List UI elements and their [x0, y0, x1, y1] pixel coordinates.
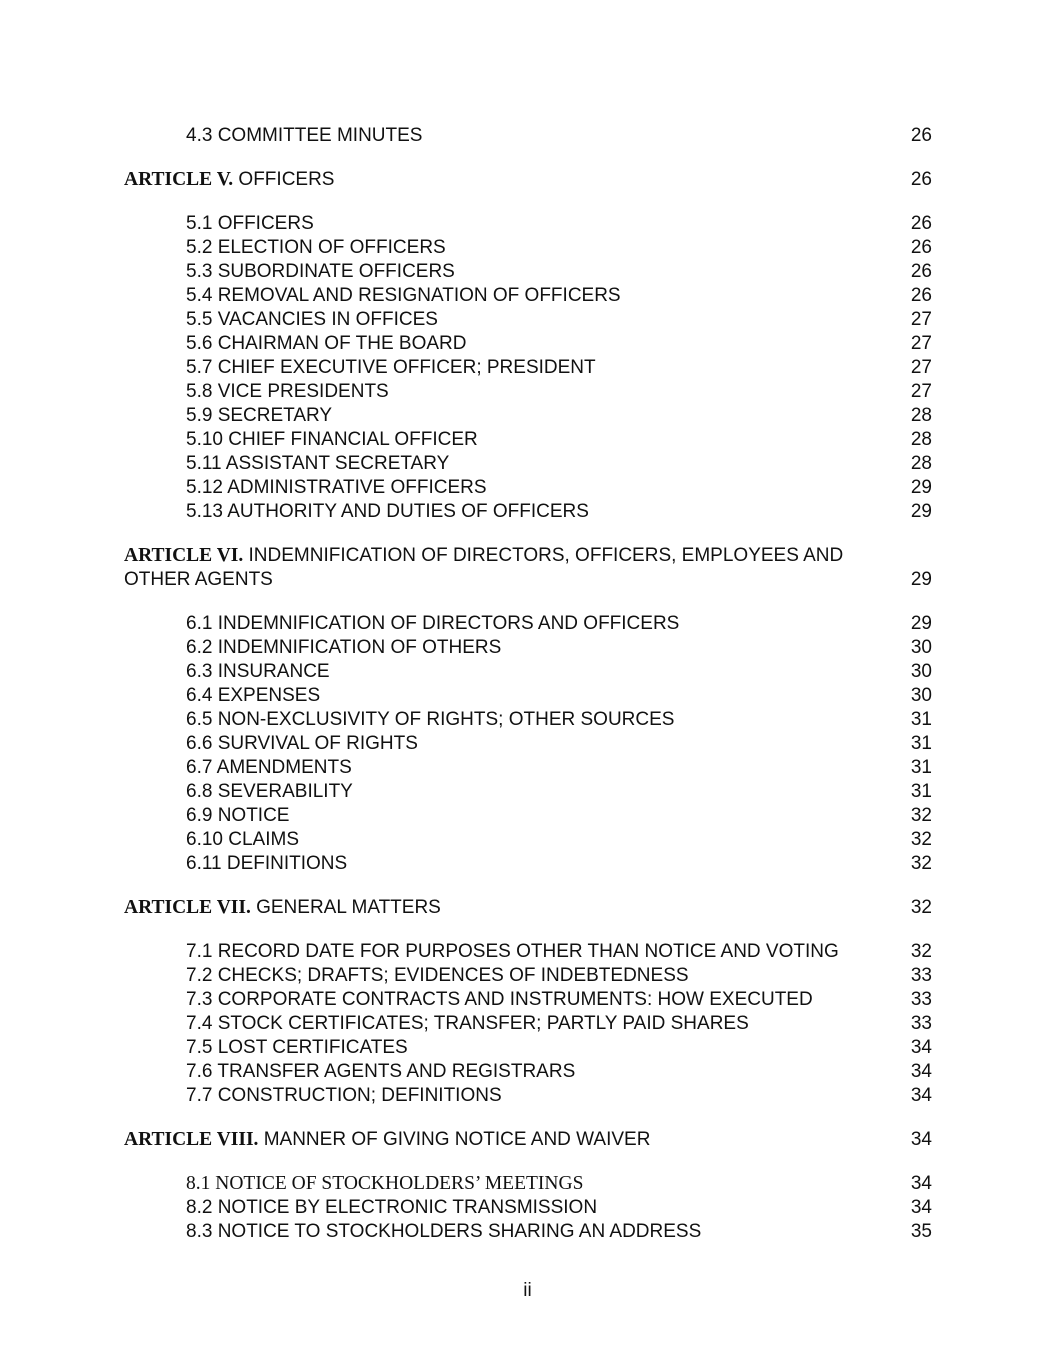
article-6-sections: [124, 612, 932, 876]
toc-entry[interactable]: [124, 500, 932, 524]
toc-entry-page: 32: [910, 853, 932, 874]
toc-entry-title: 8.1 NOTICE OF STOCKHOLDERS’ MEETINGS: [186, 1173, 584, 1194]
toc-entry[interactable]: [124, 732, 932, 756]
toc-entry[interactable]: [124, 684, 932, 708]
toc-entry-4-3[interactable]: [124, 124, 932, 148]
toc-entry-page: 27: [910, 309, 932, 330]
toc-entry-title: 6.10 CLAIMS: [186, 829, 299, 850]
toc-entry-title: 5.6 CHAIRMAN OF THE BOARD: [186, 333, 467, 354]
toc-entry[interactable]: [124, 708, 932, 732]
toc-entry[interactable]: [124, 964, 932, 988]
toc-entry-page: 34: [910, 1061, 932, 1082]
toc-entry[interactable]: [124, 332, 932, 356]
toc-entry-page: 26: [910, 213, 932, 234]
toc-entry-title: 6.5 NON-EXCLUSIVITY OF RIGHTS; OTHER SOURCES: [186, 709, 675, 730]
toc-entry-title: 7.2 CHECKS; DRAFTS; EVIDENCES OF INDEBTEDNESS: [186, 965, 689, 986]
toc-entry-page: 32: [910, 829, 932, 850]
toc-entry[interactable]: [124, 660, 932, 684]
toc-entry-page: 26: [910, 237, 932, 258]
toc-entry-title: 7.6 TRANSFER AGENTS AND REGISTRARS: [186, 1061, 576, 1082]
table-of-contents: [124, 124, 932, 1244]
toc-entry[interactable]: [124, 828, 932, 852]
toc-entry-page: 26: [910, 169, 932, 190]
toc-entry[interactable]: [124, 756, 932, 780]
toc-entry[interactable]: [124, 1196, 932, 1220]
toc-entry-page: 26: [910, 285, 932, 306]
toc-entry-page: 31: [910, 733, 932, 754]
toc-entry-page: 31: [910, 757, 932, 778]
toc-entry-title: 5.2 ELECTION OF OFFICERS: [186, 237, 446, 258]
article-title: OFFICERS: [238, 169, 335, 190]
toc-entry[interactable]: [124, 1060, 932, 1084]
toc-entry-title: 5.1 OFFICERS: [186, 213, 314, 234]
article-label: ARTICLE VIII.: [124, 1129, 259, 1150]
toc-entry-title: 8.2 NOTICE BY ELECTRONIC TRANSMISSION: [186, 1197, 598, 1218]
toc-entry-page: 26: [910, 125, 932, 146]
toc-entry-page: 32: [910, 941, 932, 962]
toc-entry-title: 5.4 REMOVAL AND RESIGNATION OF OFFICERS: [186, 285, 621, 306]
article-label: ARTICLE VII.: [124, 897, 251, 918]
toc-entry-title: 8.3 NOTICE TO STOCKHOLDERS SHARING AN ADDRESS: [186, 1221, 702, 1242]
toc-entry-page: 30: [910, 661, 932, 682]
toc-entry[interactable]: [124, 1084, 932, 1108]
toc-entry-page: 32: [910, 897, 932, 918]
toc-entry-page: 27: [910, 381, 932, 402]
toc-entry-title: 5.11 ASSISTANT SECRETARY: [186, 453, 450, 474]
article-title-continued: OTHER AGENTS: [124, 569, 273, 590]
toc-entry-title: 7.1 RECORD DATE FOR PURPOSES OTHER THAN NOTICE AND VOTING: [186, 941, 839, 962]
toc-entry[interactable]: [124, 308, 932, 332]
toc-entry-page: 33: [910, 1013, 932, 1034]
toc-entry[interactable]: [124, 260, 932, 284]
toc-entry-page: 29: [910, 613, 932, 634]
toc-entry-title: 6.7 AMENDMENTS: [186, 757, 352, 778]
toc-entry-page: 29: [910, 569, 932, 590]
article-label: ARTICLE VI.: [124, 545, 244, 566]
toc-entry[interactable]: [124, 988, 932, 1012]
toc-entry-title: 6.8 SEVERABILITY: [186, 781, 353, 802]
toc-entry[interactable]: [124, 380, 932, 404]
toc-entry-page: 27: [910, 333, 932, 354]
toc-entry-title: 5.12 ADMINISTRATIVE OFFICERS: [186, 477, 487, 498]
toc-entry-page: 29: [910, 501, 932, 522]
toc-entry-title: 5.5 VACANCIES IN OFFICES: [186, 309, 438, 330]
toc-entry[interactable]: [124, 284, 932, 308]
toc-entry-title: 5.8 VICE PRESIDENTS: [186, 381, 389, 402]
toc-entry[interactable]: [124, 428, 932, 452]
toc-entry-page: 31: [910, 781, 932, 802]
toc-entry-page: 33: [910, 965, 932, 986]
toc-entry-page: 32: [910, 805, 932, 826]
toc-entry-page: 30: [910, 637, 932, 658]
toc-entry[interactable]: [124, 476, 932, 500]
toc-article-5[interactable]: [124, 168, 932, 192]
toc-entry-page: 28: [910, 429, 932, 450]
toc-entry-page: 26: [910, 261, 932, 282]
toc-article-6-continued[interactable]: [124, 568, 932, 592]
toc-entry[interactable]: [124, 636, 932, 660]
toc-entry-title: 5.7 CHIEF EXECUTIVE OFFICER; PRESIDENT: [186, 357, 596, 378]
article-title: GENERAL MATTERS: [256, 897, 441, 918]
article-7-sections: [124, 940, 932, 1108]
toc-entry[interactable]: [124, 940, 932, 964]
toc-entry[interactable]: [124, 356, 932, 380]
toc-entry-title: 7.5 LOST CERTIFICATES: [186, 1037, 408, 1058]
toc-entry-title: 6.9 NOTICE: [186, 805, 290, 826]
toc-entry-page: 29: [910, 477, 932, 498]
toc-entry-page: 33: [910, 989, 932, 1010]
toc-entry-page: 34: [910, 1129, 932, 1150]
toc-entry-title: 7.4 STOCK CERTIFICATES; TRANSFER; PARTLY PAID SHARES: [186, 1013, 749, 1034]
toc-entry-page: 34: [910, 1085, 932, 1106]
toc-entry-page: 28: [910, 453, 932, 474]
toc-entry-title: 6.2 INDEMNIFICATION OF OTHERS: [186, 637, 502, 658]
toc-entry[interactable]: [124, 1220, 932, 1244]
toc-entry-page: 27: [910, 357, 932, 378]
toc-entry-title: 6.11 DEFINITIONS: [186, 853, 348, 874]
toc-entry-title: 6.6 SURVIVAL OF RIGHTS: [186, 733, 418, 754]
toc-entry[interactable]: [124, 1172, 932, 1196]
toc-entry[interactable]: [124, 780, 932, 804]
article-5-sections: [124, 212, 932, 524]
toc-entry[interactable]: [124, 452, 932, 476]
toc-entry-title: 7.7 CONSTRUCTION; DEFINITIONS: [186, 1085, 502, 1106]
article-title: MANNER OF GIVING NOTICE AND WAIVER: [263, 1129, 651, 1150]
toc-entry[interactable]: [124, 236, 932, 260]
toc-entry-title: 6.3 INSURANCE: [186, 661, 330, 682]
toc-article-7[interactable]: [124, 896, 932, 920]
toc-entry-title: 6.4 EXPENSES: [186, 685, 321, 706]
toc-entry-title: 4.3 COMMITTEE MINUTES: [186, 125, 423, 146]
toc-entry-page: 30: [910, 685, 932, 706]
toc-entry[interactable]: [124, 1012, 932, 1036]
article-title: INDEMNIFICATION OF DIRECTORS, OFFICERS, EMPLOYEES AND: [248, 545, 844, 566]
toc-entry-title: 5.13 AUTHORITY AND DUTIES OF OFFICERS: [186, 501, 589, 522]
toc-entry-page: 34: [910, 1197, 932, 1218]
article-8-sections: [124, 1172, 932, 1244]
toc-entry-page: 31: [910, 709, 932, 730]
toc-entry[interactable]: [124, 852, 932, 876]
toc-entry-title: 7.3 CORPORATE CONTRACTS AND INSTRUMENTS: HOW EXECUTED: [186, 989, 813, 1010]
toc-entry-title: 5.10 CHIEF FINANCIAL OFFICER: [186, 429, 478, 450]
toc-entry[interactable]: [124, 1036, 932, 1060]
article-label: ARTICLE V.: [124, 169, 234, 190]
toc-entry-page: 35: [910, 1221, 932, 1242]
toc-entry[interactable]: [124, 612, 932, 636]
toc-entry-page: 34: [910, 1037, 932, 1058]
toc-entry[interactable]: [124, 212, 932, 236]
toc-entry-title: 6.1 INDEMNIFICATION OF DIRECTORS AND OFFICERS: [186, 613, 680, 634]
toc-entry[interactable]: [124, 804, 932, 828]
page-number: ii: [523, 1280, 532, 1301]
toc-entry-title: 5.3 SUBORDINATE OFFICERS: [186, 261, 455, 282]
toc-article-8[interactable]: [124, 1128, 932, 1152]
toc-entry[interactable]: [124, 404, 932, 428]
toc-entry-title: 5.9 SECRETARY: [186, 405, 333, 426]
toc-entry-page: 34: [910, 1173, 932, 1194]
toc-entry-page: 28: [910, 405, 932, 426]
toc-article-6[interactable]: [124, 544, 932, 568]
